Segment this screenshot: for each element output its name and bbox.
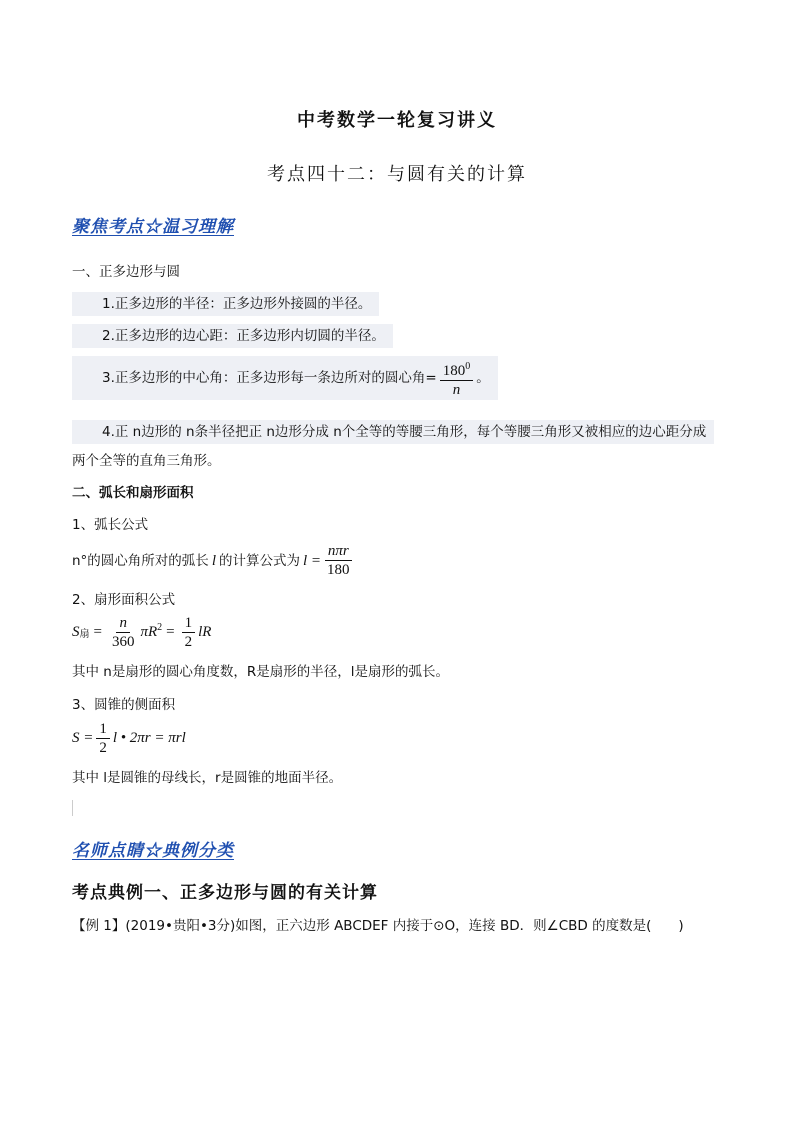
cone-num: 1 — [96, 720, 110, 739]
item-1: 1.正多边形的半径：正多边形外接圆的半径。 — [72, 292, 379, 316]
part1-heading: 一、正多边形与圆 — [72, 264, 180, 280]
section-banner-examples: 名师点睛☆典例分类 — [72, 841, 234, 861]
sector-sup: 2 — [157, 622, 163, 633]
cone-note: 其中 l是圆锥的母线长，r是圆锥的地面半径。 — [72, 770, 343, 786]
item-3-text: 3.正多边形的中心角：正多边形每一条边所对的圆心角= — [102, 370, 437, 386]
arc-numerator: nπr — [325, 542, 352, 561]
sector-fraction-1 — [109, 614, 138, 651]
arc-lhs: l = — [302, 552, 322, 569]
sector-eq: = — [93, 624, 102, 640]
arc-text-b: 的计算公式为 — [218, 552, 300, 569]
example-section-title: 考点典例一、正多边形与圆的有关计算 — [72, 883, 378, 903]
sector-den-1: 360 — [111, 634, 135, 650]
arc-var: l — [211, 552, 216, 569]
item-4-line-1: 4.正 n边形的 n条半径把正 n边形分成 n个全等的等腰三角形，每个等腰三角形又被相应的边心距分成 — [72, 420, 714, 444]
document-subtitle: 考点四十二：与圆有关的计算 — [267, 164, 527, 185]
arc-formula-line — [72, 542, 356, 579]
cone-formula — [72, 720, 186, 757]
sector-note: 其中 n是扇形的圆心角度数，R是扇形的半径，l是扇形的弧长。 — [72, 664, 449, 680]
item-3 — [72, 356, 498, 400]
cone-fraction — [96, 720, 110, 757]
sector-tail: lR — [198, 624, 212, 640]
arc-text-a: n°的圆心角所对的弧长 — [72, 552, 209, 569]
sector-den-2: 2 — [184, 634, 193, 650]
item-4-line-2: 两个全等的直角三角形。 — [72, 453, 221, 469]
sector-formula — [72, 614, 211, 651]
fraction-denominator: n — [452, 381, 461, 398]
fraction-degree-sup: 0 — [465, 360, 471, 372]
fraction-numerator: 180 — [442, 362, 466, 379]
cone-lhs: S = — [72, 730, 94, 746]
sector-mid: πR — [140, 624, 158, 640]
central-angle-fraction — [440, 358, 474, 399]
arc-fraction — [324, 542, 353, 579]
section-banner-focus: 聚焦考点☆温习理解 — [72, 217, 234, 237]
item-2: 2.正多边形的边心距：正多边形内切圆的半径。 — [72, 324, 393, 348]
cursor-mark — [72, 800, 73, 816]
part2-heading: 二、弧长和扇形面积 — [72, 485, 194, 501]
sector-S: S — [72, 624, 80, 640]
cone-heading: 3、圆锥的侧面积 — [72, 697, 176, 713]
sector-num-2: 1 — [182, 614, 196, 633]
cone-den: 2 — [99, 740, 107, 756]
document-title: 中考数学一轮复习讲义 — [297, 110, 497, 131]
sector-fraction-2 — [182, 614, 196, 651]
cone-tail: l • 2πr = πrl — [112, 730, 186, 746]
arc-heading: 1、弧长公式 — [72, 517, 149, 533]
arc-denominator: 180 — [327, 562, 350, 578]
item-3-end: 。 — [476, 370, 490, 386]
sector-num-1: n — [116, 614, 130, 633]
example-1-question: 【例 1】(2019•贵阳•3分)如图，正六边形 ABCDEF 内接于⊙O，连接 BD．则∠CBD 的度数是( ) — [72, 918, 684, 934]
sector-eq-2: = — [166, 624, 175, 640]
sector-sub: 扇 — [79, 629, 90, 640]
sector-heading: 2、扇形面积公式 — [72, 592, 176, 608]
